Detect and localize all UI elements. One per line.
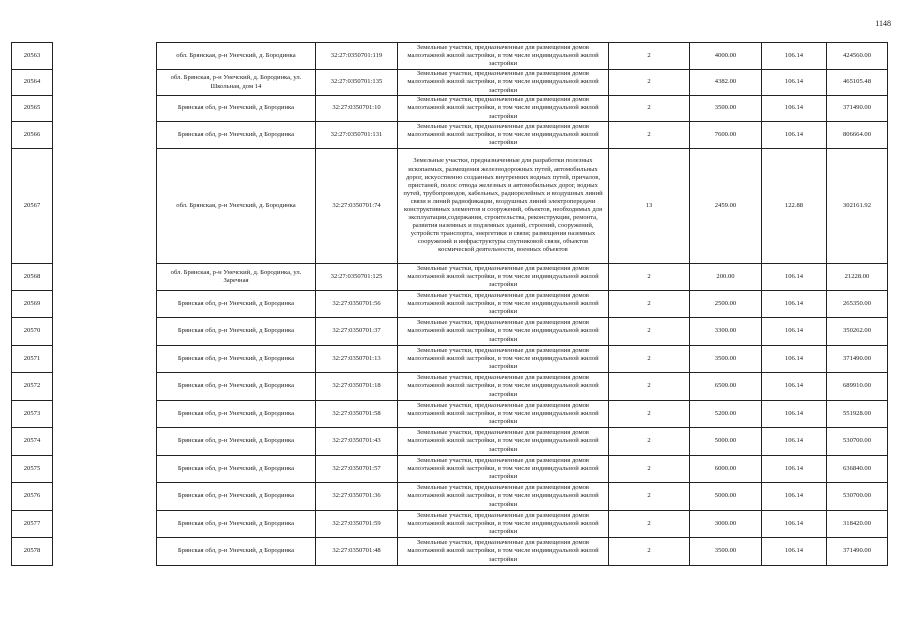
row-number-cell: 20566 — [12, 122, 53, 149]
land-use-description-cell: Земельные участки, предназначенные для размещения домов малоэтажной жилой застройки, в том числе индивидуальной жилой застройки — [398, 456, 609, 483]
usage-group-cell: 2 — [609, 291, 690, 318]
row-number-cell: 20576 — [12, 483, 53, 511]
cadastral-value-cell: 371490.00 — [827, 538, 888, 566]
land-use-description-cell: Земельные участки, предназначенные для размещения домов малоэтажной жилой застройки, в том числе индивидуальной жилой застройки — [398, 122, 609, 149]
cadastral-number-cell: 32:27:0350701:43 — [316, 428, 398, 456]
address-cell: Брянская обл, р-н Унечский, д Бородинка — [157, 456, 316, 483]
cadastral-value-cell: 371490.00 — [827, 346, 888, 373]
table-row — [12, 511, 888, 538]
address-cell: Брянская обл, р-н Унечский, д Бородинка — [157, 401, 316, 428]
table-row — [12, 483, 888, 511]
table-row — [12, 70, 888, 96]
specific-value-cell: 106.14 — [762, 96, 827, 122]
area-cell: 3000.00 — [690, 511, 762, 538]
area-cell: 6500.00 — [690, 373, 762, 401]
land-use-description-cell: Земельные участки, предназначенные для разработки полезных ископаемых, размещения железнодорожных путей, автомобильных дорог, искусственно созданных внутренних водных путей, причалов, пристаней, полос отвода железных и автомобильных дорог, водных путей, трубопроводов, кабельных, радиорелейных и воздушных линий связи и линий радиофикации, воздушных линий электропередачи конструктивных элементов и сооружений, объектов, необходимых для эксплуатации,содержания, строительства, реконструкции, ремонта, развития наземных и подземных зданий, строений, сооружений, устройств транспорта, энергетики и связи; размещения наземных сооружений и инфраструктуры спутниковой связи, объектов космической деятельности, военных объектов — [398, 149, 609, 264]
specific-value-cell: 106.14 — [762, 456, 827, 483]
empty-cell — [53, 70, 157, 96]
address-cell: Брянская обл, р-н Унечский, д Бородинка — [157, 96, 316, 122]
area-cell: 3500.00 — [690, 538, 762, 566]
address-cell: обл. Брянская, р-н Унечский, д. Бородинка — [157, 43, 316, 70]
table-row — [12, 428, 888, 456]
usage-group-cell: 2 — [609, 511, 690, 538]
usage-group-cell: 2 — [609, 43, 690, 70]
address-cell: обл. Брянская, р-н Унечский, д. Бородинка, ул. Школьная, дом 14 — [157, 70, 316, 96]
land-use-description-cell: Земельные участки, предназначенные для размещения домов малоэтажной жилой застройки, в том числе индивидуальной жилой застройки — [398, 511, 609, 538]
area-cell: 3500.00 — [690, 346, 762, 373]
land-use-description-cell: Земельные участки, предназначенные для размещения домов малоэтажной жилой застройки, в том числе индивидуальной жилой застройки — [398, 401, 609, 428]
cadastral-number-cell: 32:27:0350701:119 — [316, 43, 398, 70]
address-cell: Брянская обл, р-н Унечский, д Бородинка — [157, 346, 316, 373]
cadastral-number-cell: 32:27:0350701:125 — [316, 264, 398, 291]
empty-cell — [53, 483, 157, 511]
cadastral-value-cell: 350262.00 — [827, 318, 888, 346]
table-row — [12, 456, 888, 483]
land-use-description-cell: Земельные участки, предназначенные для размещения домов малоэтажной жилой застройки, в том числе индивидуальной жилой застройки — [398, 264, 609, 291]
empty-cell — [53, 43, 157, 70]
land-use-description-cell: Земельные участки, предназначенные для размещения домов малоэтажной жилой застройки, в том числе индивидуальной жилой застройки — [398, 70, 609, 96]
specific-value-cell: 106.14 — [762, 428, 827, 456]
specific-value-cell: 106.14 — [762, 483, 827, 511]
specific-value-cell: 106.14 — [762, 122, 827, 149]
cadastral-number-cell: 32:27:0350701:37 — [316, 318, 398, 346]
cadastral-number-cell: 32:27:0350701:18 — [316, 373, 398, 401]
specific-value-cell: 106.14 — [762, 401, 827, 428]
empty-cell — [53, 346, 157, 373]
cadastral-value-cell: 371490.00 — [827, 96, 888, 122]
usage-group-cell: 13 — [609, 149, 690, 264]
area-cell: 200.00 — [690, 264, 762, 291]
usage-group-cell: 2 — [609, 70, 690, 96]
address-cell: Брянская обл, р-н Унечский, д Бородинка — [157, 318, 316, 346]
specific-value-cell: 106.14 — [762, 43, 827, 70]
address-cell: Брянская обл, р-н Унечский, д Бородинка — [157, 511, 316, 538]
row-number-cell: 20563 — [12, 43, 53, 70]
specific-value-cell: 106.14 — [762, 70, 827, 96]
row-number-cell: 20572 — [12, 373, 53, 401]
row-number-cell: 20569 — [12, 291, 53, 318]
page-number: 1148 — [875, 19, 891, 28]
empty-cell — [53, 373, 157, 401]
area-cell: 5000.00 — [690, 483, 762, 511]
land-use-description-cell: Земельные участки, предназначенные для размещения домов малоэтажной жилой застройки, в том числе индивидуальной жилой застройки — [398, 318, 609, 346]
land-use-description-cell: Земельные участки, предназначенные для размещения домов малоэтажной жилой застройки, в том числе индивидуальной жилой застройки — [398, 483, 609, 511]
cadastral-number-cell: 32:27:0350701:10 — [316, 96, 398, 122]
cadastral-value-cell: 318420.00 — [827, 511, 888, 538]
empty-cell — [53, 264, 157, 291]
row-number-cell: 20570 — [12, 318, 53, 346]
table-row — [12, 401, 888, 428]
row-number-cell: 20575 — [12, 456, 53, 483]
table-row — [12, 122, 888, 149]
land-use-description-cell: Земельные участки, предназначенные для размещения домов малоэтажной жилой застройки, в том числе индивидуальной жилой застройки — [398, 346, 609, 373]
land-use-description-cell: Земельные участки, предназначенные для размещения домов малоэтажной жилой застройки, в том числе индивидуальной жилой застройки — [398, 373, 609, 401]
usage-group-cell: 2 — [609, 346, 690, 373]
usage-group-cell: 2 — [609, 318, 690, 346]
area-cell: 5200.00 — [690, 401, 762, 428]
row-number-cell: 20571 — [12, 346, 53, 373]
cadastral-value-cell: 21228.00 — [827, 264, 888, 291]
specific-value-cell: 106.14 — [762, 346, 827, 373]
area-cell: 3500.00 — [690, 96, 762, 122]
row-number-cell: 20564 — [12, 70, 53, 96]
table-row — [12, 346, 888, 373]
empty-cell — [53, 122, 157, 149]
area-cell: 2500.00 — [690, 291, 762, 318]
area-cell: 7600.00 — [690, 122, 762, 149]
usage-group-cell: 2 — [609, 428, 690, 456]
empty-cell — [53, 318, 157, 346]
cadastral-value-cell: 806664.00 — [827, 122, 888, 149]
cadastral-number-cell: 32:27:0350701:13 — [316, 346, 398, 373]
cadastral-value-table — [11, 42, 888, 566]
row-number-cell: 20574 — [12, 428, 53, 456]
usage-group-cell: 2 — [609, 456, 690, 483]
specific-value-cell: 106.14 — [762, 511, 827, 538]
area-cell: 4382.00 — [690, 70, 762, 96]
usage-group-cell: 2 — [609, 264, 690, 291]
usage-group-cell: 2 — [609, 96, 690, 122]
empty-cell — [53, 149, 157, 264]
cadastral-number-cell: 32:27:0350701:57 — [316, 456, 398, 483]
specific-value-cell: 106.14 — [762, 538, 827, 566]
cadastral-value-cell: 302161.92 — [827, 149, 888, 264]
cadastral-number-cell: 32:27:0350701:74 — [316, 149, 398, 264]
cadastral-value-cell: 265350.00 — [827, 291, 888, 318]
specific-value-cell: 106.14 — [762, 291, 827, 318]
usage-group-cell: 2 — [609, 538, 690, 566]
address-cell: обл. Брянская, р-н Унечский, д. Бородинка, ул. Заречная — [157, 264, 316, 291]
empty-cell — [53, 96, 157, 122]
area-cell: 5000.00 — [690, 428, 762, 456]
cadastral-value-cell: 530700.00 — [827, 483, 888, 511]
address-cell: Брянская обл, р-н Унечский, д Бородинка — [157, 122, 316, 149]
row-number-cell: 20573 — [12, 401, 53, 428]
cadastral-number-cell: 32:27:0350701:36 — [316, 483, 398, 511]
empty-cell — [53, 511, 157, 538]
land-use-description-cell: Земельные участки, предназначенные для размещения домов малоэтажной жилой застройки, в том числе индивидуальной жилой застройки — [398, 43, 609, 70]
area-cell: 6000.00 — [690, 456, 762, 483]
usage-group-cell: 2 — [609, 373, 690, 401]
table-row — [12, 264, 888, 291]
empty-cell — [53, 291, 157, 318]
usage-group-cell: 2 — [609, 483, 690, 511]
address-cell: Брянская обл, р-н Унечский, д Бородинка — [157, 428, 316, 456]
empty-cell — [53, 401, 157, 428]
land-use-description-cell: Земельные участки, предназначенные для размещения домов малоэтажной жилой застройки, в том числе индивидуальной жилой застройки — [398, 291, 609, 318]
table-row — [12, 538, 888, 566]
cadastral-number-cell: 32:27:0350701:131 — [316, 122, 398, 149]
row-number-cell: 20567 — [12, 149, 53, 264]
table-row — [12, 149, 888, 264]
row-number-cell: 20577 — [12, 511, 53, 538]
specific-value-cell: 106.14 — [762, 373, 827, 401]
area-cell: 2459.00 — [690, 149, 762, 264]
table-row — [12, 318, 888, 346]
cadastral-value-cell: 689910.00 — [827, 373, 888, 401]
cadastral-number-cell: 32:27:0350701:48 — [316, 538, 398, 566]
specific-value-cell: 106.14 — [762, 318, 827, 346]
usage-group-cell: 2 — [609, 401, 690, 428]
cadastral-number-cell: 32:27:0350701:59 — [316, 511, 398, 538]
area-cell: 3300.00 — [690, 318, 762, 346]
address-cell: Брянская обл, р-н Унечский, д Бородинка — [157, 291, 316, 318]
cadastral-value-cell: 530700.00 — [827, 428, 888, 456]
specific-value-cell: 122.88 — [762, 149, 827, 264]
row-number-cell: 20578 — [12, 538, 53, 566]
cadastral-number-cell: 32:27:0350701:135 — [316, 70, 398, 96]
address-cell: Брянская обл, р-н Унечский, д Бородинка — [157, 373, 316, 401]
table-body — [12, 43, 888, 566]
land-use-description-cell: Земельные участки, предназначенные для размещения домов малоэтажной жилой застройки, в том числе индивидуальной жилой застройки — [398, 538, 609, 566]
cadastral-number-cell: 32:27:0350701:58 — [316, 401, 398, 428]
cadastral-value-cell: 551928.00 — [827, 401, 888, 428]
land-use-description-cell: Земельные участки, предназначенные для размещения домов малоэтажной жилой застройки, в том числе индивидуальной жилой застройки — [398, 428, 609, 456]
table-row — [12, 373, 888, 401]
cadastral-value-cell: 636840.00 — [827, 456, 888, 483]
address-cell: Брянская обл, р-н Унечский, д Бородинка — [157, 483, 316, 511]
table-row — [12, 96, 888, 122]
land-use-description-cell: Земельные участки, предназначенные для размещения домов малоэтажной жилой застройки, в том числе индивидуальной жилой застройки — [398, 96, 609, 122]
table-row — [12, 291, 888, 318]
usage-group-cell: 2 — [609, 122, 690, 149]
cadastral-value-cell: 424560.00 — [827, 43, 888, 70]
address-cell: обл. Брянская, р-н Унечский, д. Бородинка — [157, 149, 316, 264]
specific-value-cell: 106.14 — [762, 264, 827, 291]
area-cell: 4000.00 — [690, 43, 762, 70]
row-number-cell: 20568 — [12, 264, 53, 291]
cadastral-value-cell: 465105.48 — [827, 70, 888, 96]
empty-cell — [53, 456, 157, 483]
empty-cell — [53, 538, 157, 566]
empty-cell — [53, 428, 157, 456]
table-row — [12, 43, 888, 70]
row-number-cell: 20565 — [12, 96, 53, 122]
address-cell: Брянская обл, р-н Унечский, д Бородинка — [157, 538, 316, 566]
cadastral-number-cell: 32:27:0350701:56 — [316, 291, 398, 318]
